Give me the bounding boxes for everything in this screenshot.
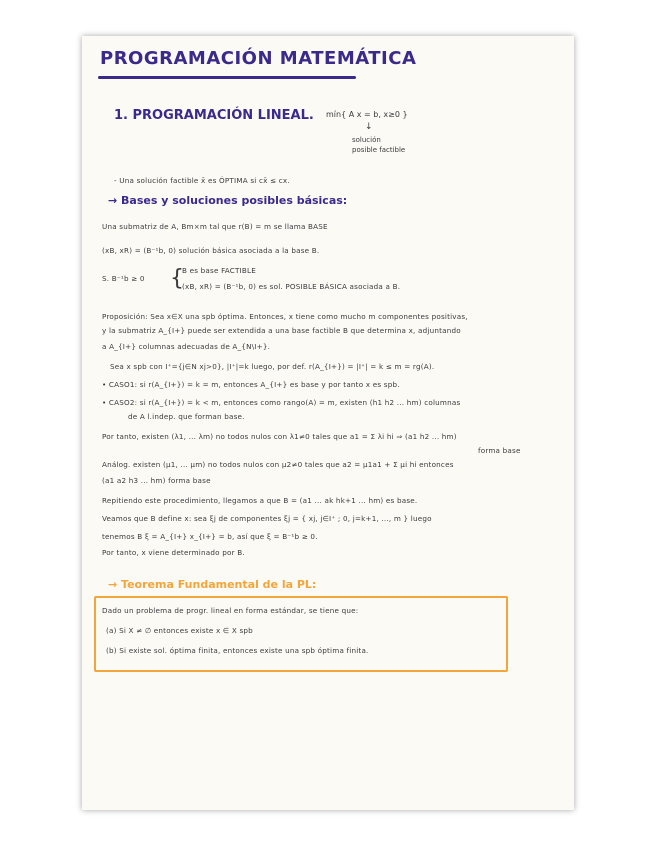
text-line: Proposición: Sea x∈X una spb óptima. Entonces, x tiene como mucho m componentes positivas, bbox=[102, 312, 468, 321]
formula-annotation-2: posible factible bbox=[352, 146, 406, 154]
text-line: Por tanto, x viene determinado por B. bbox=[102, 548, 245, 557]
theorem-line: (a) Si X ≠ ∅ entonces existe x ∈ X spb bbox=[106, 626, 253, 635]
text-line: • CASO1: si r(A_{I+}) = k = m, entonces A_{I+} es base y por tanto x es spb. bbox=[102, 380, 400, 389]
text-line: de A l.indep. que forman base. bbox=[128, 412, 245, 421]
brace-icon: { bbox=[170, 266, 184, 291]
text-line: (xB, xR) = (B⁻¹b, 0) es sol. POSIBLE BÁSICA asociada a B. bbox=[182, 282, 401, 291]
notebook-page bbox=[82, 36, 574, 810]
title-underline bbox=[98, 76, 356, 79]
text-line: Veamos que B define x: sea ξj de componentes ξj = { xj, j∈I⁺ ; 0, j=k+1, ..., m } luego bbox=[102, 514, 432, 523]
down-arrow-icon: ↓ bbox=[365, 122, 373, 132]
text-line: a A_{I+} columnas adecuadas de A_{N\I+}. bbox=[102, 342, 271, 351]
text-line: (xB, xR) = (B⁻¹b, 0) solución básica asociada a la base B. bbox=[102, 246, 320, 255]
page-title: PROGRAMACIÓN MATEMÁTICA bbox=[100, 48, 417, 69]
text-line: Por tanto, existen (λ1, ... λm) no todos nulos con λ1≠0 tales que a1 = Σ λi hi ⇒ (a1 h2 ... hm) bbox=[102, 432, 457, 441]
text-line: B es base FACTIBLE bbox=[182, 266, 256, 275]
text-line: forma base bbox=[478, 446, 521, 455]
theorem-line: (b) Si existe sol. óptima finita, entonces existe una spb óptima finita. bbox=[106, 646, 369, 655]
theorem-line: Dado un problema de progr. lineal en forma estándar, se tiene que: bbox=[102, 606, 359, 615]
formula-annotation-1: solución bbox=[352, 136, 381, 144]
text-line: Sea x spb con I⁺={j∈N xj>0}, |I⁺|=k luego, por def. r(A_{I+}) = |I⁺| = k ≤ m = rg(A). bbox=[110, 362, 435, 371]
optimal-definition: - Una solución factible x̄ es ÓPTIMA si cx̄ ≤ cx. bbox=[114, 176, 290, 185]
theorem-box bbox=[94, 596, 508, 672]
text-line: tenemos B ξ = A_{I+} x_{I+} = b, así que ξ = B⁻¹b ≥ 0. bbox=[102, 532, 318, 541]
text-line: Repitiendo este procedimiento, llegamos a que B = (a1 ... ak hk+1 ... hm) es base. bbox=[102, 496, 418, 505]
text-line: Análog. existen (μ1, ... μm) no todos nulos con μ2≠0 tales que a2 = μ1a1 + Σ μi hi entonces bbox=[102, 460, 454, 469]
text-line: • CASO2: si r(A_{I+}) = k < m, entonces como rango(A) = m, existen (h1 h2 ... hm) columnas bbox=[102, 398, 461, 407]
text-line: S. B⁻¹b ≥ 0 bbox=[102, 274, 145, 283]
section-heading-bases: → Bases y soluciones posibles básicas: bbox=[108, 194, 348, 207]
text-line: Una submatriz de A, Bm×m tal que r(B) = m se llama BASE bbox=[102, 222, 328, 231]
text-line: y la submatriz A_{I+} puede ser extendida a una base factible B que determina x, adjuntando bbox=[102, 326, 461, 335]
section-heading-linear-programming: 1. PROGRAMACIÓN LINEAL. bbox=[114, 108, 314, 123]
section-heading-theorem: → Teorema Fundamental de la PL: bbox=[108, 578, 317, 591]
text-line: (a1 a2 h3 ... hm) forma base bbox=[102, 476, 211, 485]
lp-formula: mín{ A x = b, x≥0 } bbox=[326, 110, 408, 119]
